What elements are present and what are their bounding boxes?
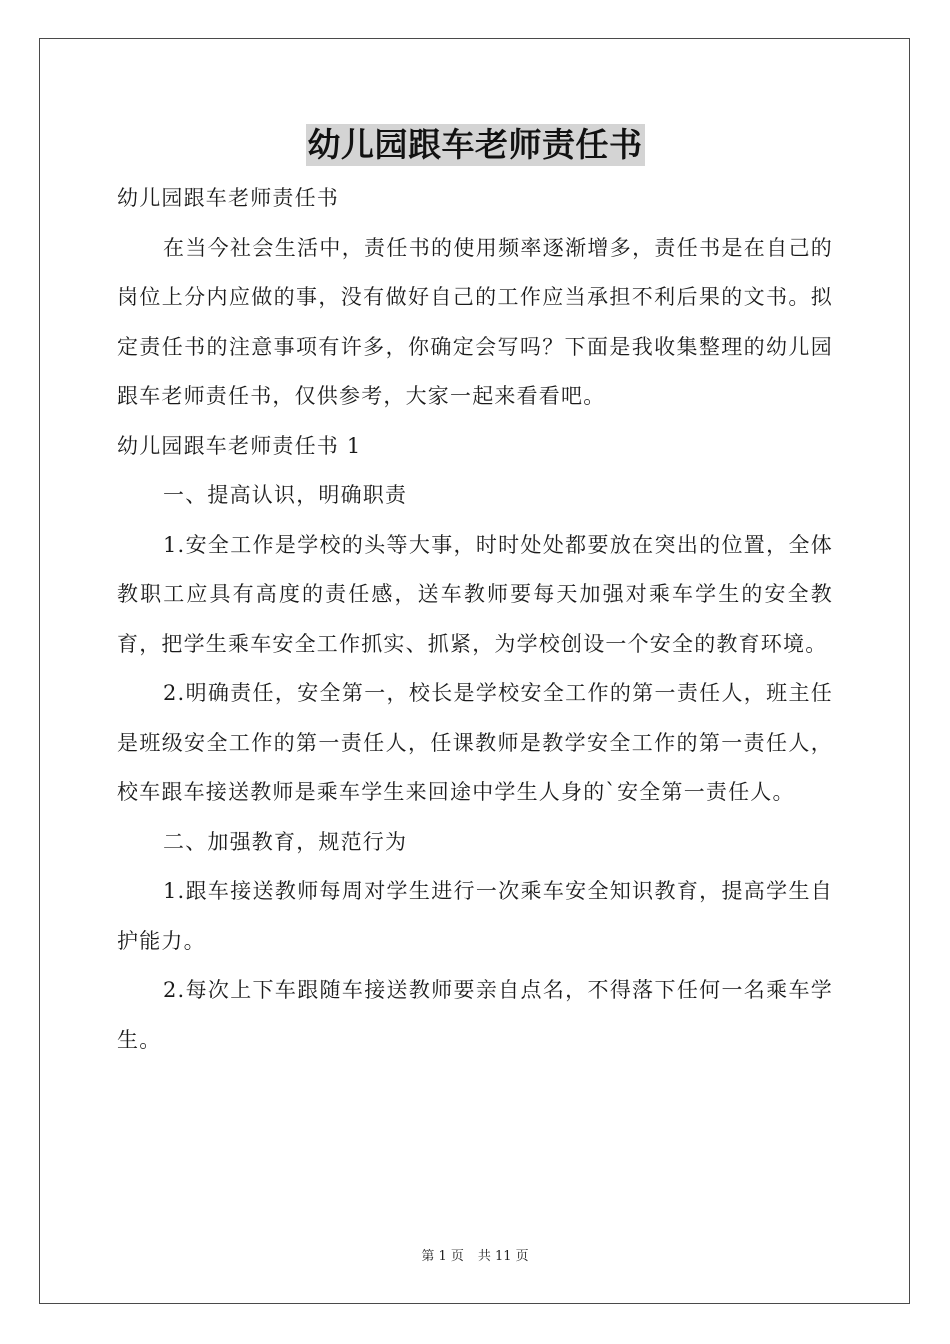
paragraph: 幼儿园跟车老师责任书 — [117, 186, 339, 210]
paragraph: 2.明确责任，安全第一，校长是学校安全工作的第一责任人，班主任是班级安全工作的第一责任人，任课教师是教学安全工作的第一责任人，校车跟车接送教师是乘车学生来回途中学生人身的`安全第一责任人。 — [117, 681, 833, 804]
title-container — [0, 124, 950, 166]
paragraph: 1.跟车接送教师每周对学生进行一次乘车安全知识教育，提高学生自护能力。 — [117, 879, 833, 953]
paragraph: 1.安全工作是学校的头等大事，时时处处都要放在突出的位置，全体教职工应具有高度的责任感，送车教师要每天加强对乘车学生的安全教育，把学生乘车安全工作抓实、抓紧，为学校创设一个安全的教育环境。 — [117, 532, 833, 656]
page-number: 第 1 页 — [421, 1249, 464, 1264]
page-footer — [0, 1245, 950, 1264]
subsection-heading: 一、提高认识，明确职责 — [163, 483, 408, 507]
document-title: 幼儿园跟车老师责任书 — [307, 125, 643, 164]
paragraph: 在当今社会生活中，责任书的使用频率逐渐增多，责任书是在自己的岗位上分内应做的事，没有做好自己的工作应当承担不利后果的文书。拟定责任书的注意事项有许多，你确定会写吗？下面是我收集整理的幼儿园跟车老师责任书，仅供参考，大家一起来看看吧。 — [117, 235, 833, 408]
paragraph: 2.每次上下车跟随车接送教师要亲自点名，不得落下任何一名乘车学生。 — [117, 978, 833, 1052]
section-heading: 幼儿园跟车老师责任书 1 — [117, 433, 362, 458]
page-total: 共 11 页 — [477, 1249, 529, 1264]
subsection-heading: 二、加强教育，规范行为 — [163, 829, 408, 854]
document-body — [117, 174, 833, 1065]
